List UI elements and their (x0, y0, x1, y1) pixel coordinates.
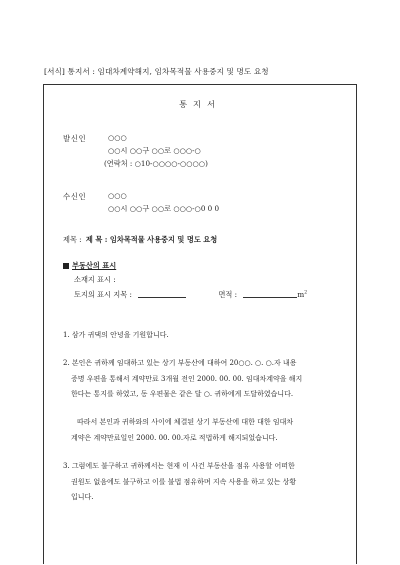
document-title: 통지서 (179, 99, 221, 109)
recipient-label: 수신인 (63, 192, 87, 201)
sender-name: ○○○ (108, 133, 127, 142)
caption: [서식] 통지서 : 임대차계약해지, 임차목적물 사용중지 및 명도 요청 (44, 67, 269, 76)
paragraph-2-line: 2. 본인은 귀하께 임대하고 있는 상기 부동산에 대하여 20○○. ○. ○.자 내용 (63, 359, 297, 367)
property-heading-row (63, 261, 116, 271)
paragraph-3 (63, 459, 296, 506)
paragraph-3-line: 권원도 없음에도 불구하고 이를 불법 점유하며 지속 사용을 하고 있는 상황 (71, 477, 297, 486)
land-type-blank (138, 297, 186, 298)
property-land-label: 토지의 표시 지목 : (74, 290, 132, 299)
paragraph-2b-line: 계약은 계약만료일인 2000. 00. 00.자로 적법하게 해지되었습니다. (71, 433, 278, 442)
paragraph-2-line: 한다는 통지를 하였고, 동 우편물은 같은 달 ○. 귀하에게 도달하였습니다. (71, 390, 294, 398)
sender-contact: (연락처 : ○10-○○○○-○○○○) (104, 159, 208, 168)
recipient-name: ○○○ (108, 191, 127, 200)
paragraph-1: 1. 삼가 귀댁의 안녕을 기원합니다. (63, 331, 169, 339)
sender-label: 발신인 (63, 134, 87, 143)
paragraph-2b (71, 415, 293, 446)
subject-line (63, 235, 217, 245)
paragraph-2-line: 증명 우편을 통해서 계약만료 3개월 전인 2000. 00. 00. 임대차계약을 해지 (71, 374, 303, 383)
property-heading: 부동산의 표시 (72, 261, 117, 270)
paragraph-2b-line: 따라서 본인과 귀하와의 사이에 체결된 상기 부동산에 대한 대한 임대차 (77, 418, 294, 426)
sender-address: ○○시 ○○구 ○○로 ○○○-○ (108, 146, 201, 155)
paragraph-3-line: 3. 그럼에도 불구하고 귀하께서는 현재 이 사건 부동산을 점유 사용할 어떠한 (63, 462, 295, 470)
area-blank (243, 297, 297, 298)
recipient-address: ○○시 ○○구 ○○로 ○○○-○0 0 0 (108, 204, 220, 213)
subject-text: 제 목 : 임차목적물 사용중지 및 명도 요청 (85, 235, 218, 244)
subject-label: 제목 : (63, 235, 82, 244)
paragraph-3-line: 입니다. (71, 493, 94, 501)
area-unit-superscript: 2 (304, 290, 308, 296)
property-area-label: 면적 : (218, 290, 238, 299)
property-land-row (74, 290, 307, 300)
property-location-label: 소재지 표시 : (74, 275, 116, 284)
area-unit: m (297, 290, 305, 299)
square-bullet-icon (63, 263, 69, 269)
paragraph-2 (63, 356, 302, 403)
notice-document (43, 84, 357, 564)
